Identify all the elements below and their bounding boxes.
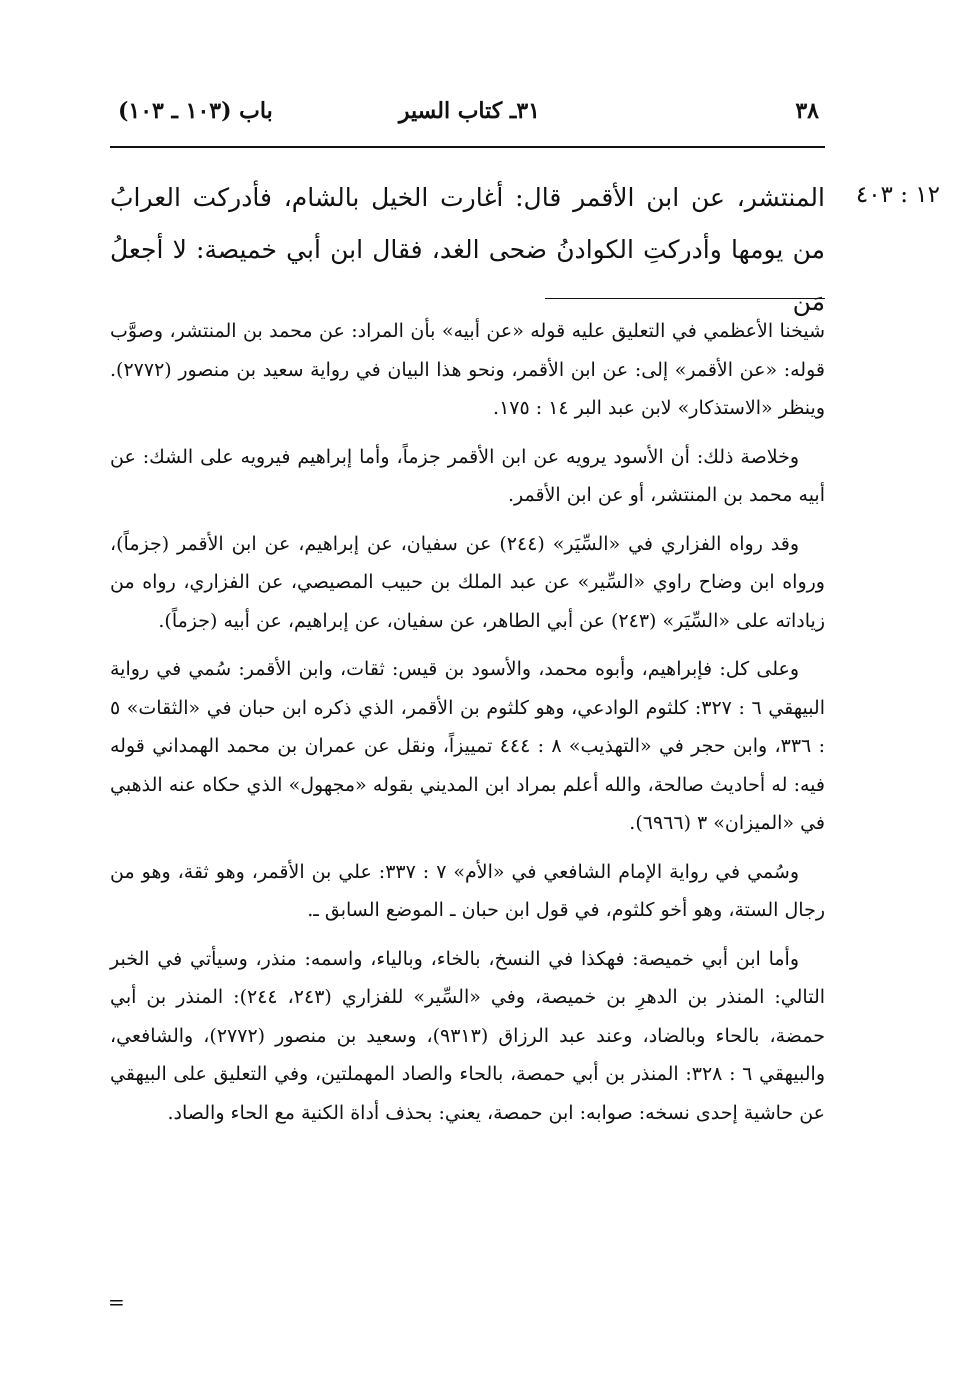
page-number: ٣٨ bbox=[795, 98, 819, 124]
footnote-paragraph: وعلى كل: فإبراهيم، وأبوه محمد، والأسود بن قيس: ثقات، وابن الأقمر: سُمي في رواية البيهقي ٦ : ٣٢٧: كلثوم الوادعي، وهو كلثوم بن الأقمر، الذي ذكره ابن حبان في «الثقات» ٥ : ٣٣٦، وابن حجر في «التهذيب» ٨ : ٤٤٤ تمييزاً، ونقل عن عمران بن محمد الهمداني قوله فيه: له أحاديث صالحة، والله أعلم بمراد ابن المديني بقوله «مجهول» الذي حكاه عنه الذهبي في «الميزان» ٣ (٦٩٦٦). bbox=[110, 658, 825, 834]
footnotes bbox=[110, 312, 825, 1142]
footnote-paragraph: وأما ابن أبي خميصة: فهكذا في النسخ، بالخاء، وبالياء، واسمه: منذر، وسيأتي في الخبر التالي: المنذر بن الدهرِ بن خميصة، وفي «السِّير» للفزاري (٢٤٣، ٢٤٤): المنذر بن أبي حمضة، بالحاء وبالضاد، وعند عبد الرزاق (٩٣١٣)، وسعيد بن منصور (٢٧٧٢)، والشافعي، والبيهقي ٦ : ٣٢٨: المنذر بن أبي حمصة، بالحاء والصاد المهملتين، وفي التعليق على البيهقي عن حاشية إحدى نسخه: صوابه: ابن حمصة، يعني: بحذف أداة الكنية مع الحاء والصاد. bbox=[110, 947, 826, 1124]
footnote-paragraph: وخلاصة ذلك: أن الأسود يرويه عن ابن الأقمر جزماً، وأما إبراهيم فيرويه على الشك: عن أبيه محمد بن المنتشر، أو عن ابن الأقمر. bbox=[110, 445, 825, 506]
footnote-paragraph: وسُمي في رواية الإمام الشافعي في «الأم» ٧ : ٣٣٧: علي بن الأقمر، وهو ثقة، وهو من رجال الستة، وهو أخو كلثوم، في قول ابن حبان ـ الموضع السابق ـ. bbox=[110, 860, 825, 921]
header-rule bbox=[110, 146, 825, 148]
hadith-number: ١٢ : ٤٠٣ bbox=[855, 182, 940, 208]
book-title: ٣١ـ كتاب السير bbox=[398, 98, 540, 124]
footnote-paragraph: شيخنا الأعظمي في التعليق عليه قوله «عن أبيه» بأن المراد: عن محمد بن المنتشر، وصوَّب قوله: «عن الأقمر» إلى: عن ابن الأقمر، ونحو هذا البيان في رواية سعيد بن منصور (٢٧٧٢). وينظر «الاستذكار» لابن عبد البر ١٤ : ١٧٥. bbox=[110, 320, 825, 419]
footnote-paragraph: وقد رواه الفزاري في «السِّيَر» (٢٤٤) عن سفيان، عن إبراهيم، عن ابن الأقمر (جزماً)، ورواه ابن وضاح راوي «السِّير» عن عبد الملك بن حبيب المصيصي، عن الفزاري، رواه من زياداته على «السِّيَر» (٢٤٣) عن أبي الطاهر، عن سفيان، عن إبراهيم، عن أبيه (جزماً). bbox=[110, 532, 825, 632]
main-text: المنتشر، عن ابن الأقمر قال: أغارت الخيل بالشام، فأدركت العرابُ من يومها وأدركتِ الكوادنُ ضحى الغد، فقال ابن أبي خميصة: لا أجعلُ مَن bbox=[110, 183, 825, 316]
running-header bbox=[110, 92, 825, 136]
continuation-mark: = bbox=[108, 1290, 125, 1314]
chapter-label: باب (١٠٣ ـ ١٠٣) bbox=[118, 98, 273, 124]
footnote-separator bbox=[545, 298, 825, 299]
